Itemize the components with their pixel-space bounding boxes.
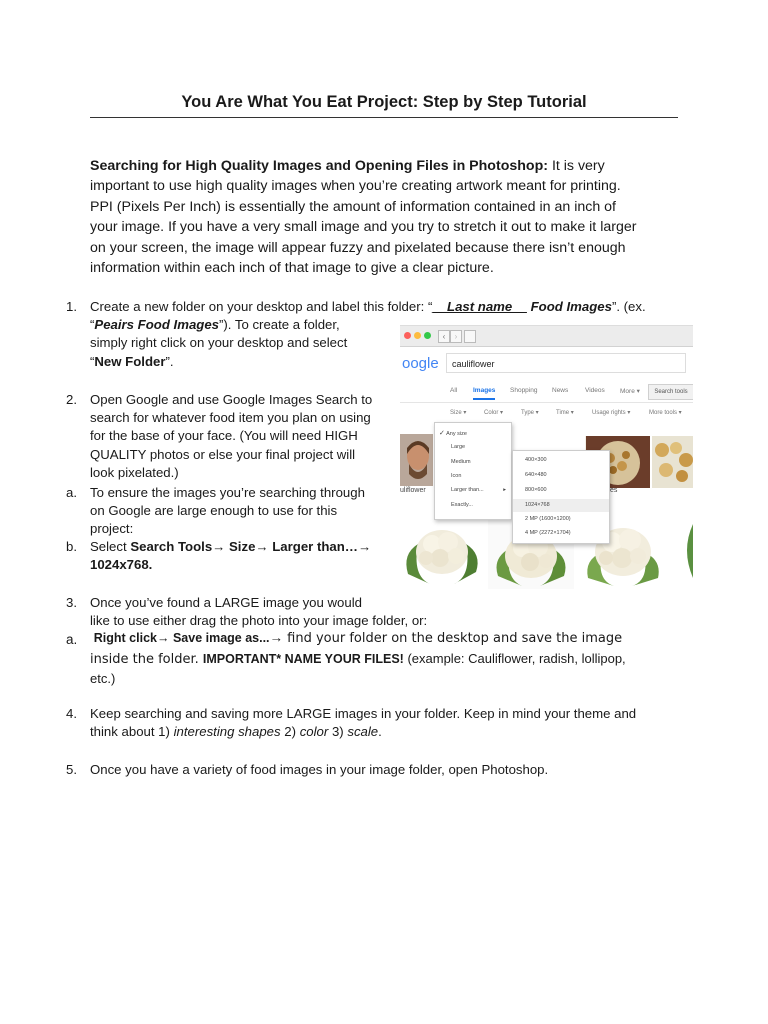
step-letter: a. (66, 485, 77, 500)
submenu-item: 640×480 (525, 472, 547, 478)
intro-paragraph (90, 156, 680, 278)
zoom-dot-icon (424, 332, 431, 339)
step-1-text: ”). To create a folder, (219, 317, 340, 333)
step-2a-text: on Google are large enough to use for this (90, 503, 338, 519)
sidebar-icon (464, 330, 476, 343)
face-photo-icon (400, 434, 433, 486)
step-1-text: ”. (165, 353, 174, 369)
result-label: es (610, 487, 618, 494)
submenu-item: 2 MP (1600×1200) (525, 516, 571, 522)
size-value: 1024x768. (90, 557, 153, 573)
size-dropdown-menu (434, 422, 512, 520)
step-5 (90, 761, 700, 779)
step-2-text: for the base of your face. (You will need HIGH (90, 428, 358, 444)
intro-line: important to use high quality images when you’re creating artwork meant for printing. (90, 178, 621, 195)
step-2a-text: project: (90, 521, 134, 537)
step-2-text: Open Google and use Google Images Search to (90, 392, 373, 407)
intro-heading: Searching for High Quality Images and Opening Files in Photoshop: (90, 158, 548, 174)
image-thumbnail (652, 436, 693, 488)
step-5-text: Once you have a variety of food images in your image folder, open Photoshop. (90, 762, 549, 777)
menu-item-medium: Medium (451, 459, 471, 465)
step-3a-text: inside the folder. (90, 651, 203, 667)
search-tools-path: Search Tools→ Size→ Larger than…→ (130, 539, 372, 554)
step-4-emphasis: color (299, 724, 329, 740)
filter-more-tools: More tools ▾ (649, 410, 682, 416)
menu-item-larger-than (435, 487, 511, 493)
filter-bar (400, 406, 693, 422)
intro-line: your image. If you have a very small image and you try to stretch it out to make it larger (90, 219, 637, 236)
leaf-photo-icon (681, 514, 693, 589)
step-number: 1. (66, 299, 77, 314)
tab-videos: Videos (585, 387, 605, 394)
step-2-text: look pixelated.) (90, 464, 179, 480)
last-name-placeholder: __Last name__ (432, 299, 527, 314)
step-3a-text: (example: Cauliflower, radish, lollipop, (403, 650, 626, 666)
google-search-bar (400, 347, 693, 379)
tab-more: More ▾ (620, 388, 640, 395)
submenu-item: 4 MP (2272×1704) (525, 530, 571, 536)
step-number: 3. (66, 595, 77, 610)
step-3 (90, 594, 690, 630)
step-4-text: 3) (328, 724, 348, 740)
step-2b (90, 538, 400, 574)
back-arrow-icon: ‹ (438, 330, 450, 343)
save-image-path: Right click→ Save image as... (93, 631, 270, 645)
filter-time: Time ▾ (556, 410, 574, 416)
tab-news: News (552, 387, 569, 394)
step-3-text: like to use either drag the photo into your image folder, or: (90, 613, 428, 629)
image-thumbnail (400, 514, 484, 589)
step-letter: b. (66, 539, 77, 554)
menu-label: Any size (446, 431, 467, 437)
step-letter: a. (66, 632, 78, 647)
submenu-item: 400×300 (525, 457, 547, 463)
step-3a (90, 628, 690, 689)
filter-color: Color ▾ (484, 410, 504, 416)
check-icon: ✓ (439, 430, 445, 437)
submenu-arrow-icon: ▸ (503, 487, 506, 493)
step-2-text: QUALITY photos or else your final project will (90, 446, 356, 462)
menu-item-any-size (435, 429, 511, 437)
search-input: cauliflower (446, 353, 686, 373)
image-thumbnail (400, 434, 433, 486)
step-4 (90, 705, 700, 741)
minimize-dot-icon (414, 332, 421, 339)
step-4-emphasis: interesting shapes (173, 724, 281, 740)
menu-item-large: Large (451, 444, 466, 450)
image-thumbnail (681, 514, 693, 589)
menu-label: Larger than... (451, 487, 484, 493)
intro-line: on your screen, the image will appear fuzzy and pixelated because there isn’t enough (90, 239, 626, 256)
close-dot-icon (404, 332, 411, 339)
step-2a-text: To ensure the images you’re searching through (90, 485, 365, 500)
filter-usage-rights: Usage rights ▾ (592, 410, 631, 416)
step-number: 4. (66, 706, 77, 721)
search-tools-button: Search tools (648, 384, 693, 400)
title-divider (90, 117, 678, 118)
tab-shopping: Shopping (510, 387, 538, 394)
filter-size: Size ▾ (450, 410, 467, 416)
step-1-text: “ (90, 317, 95, 333)
forward-arrow-icon: › (450, 330, 462, 343)
new-folder-label: New Folder (94, 353, 166, 369)
step-1-text: “ (90, 353, 95, 369)
arrow: → (269, 630, 284, 645)
google-images-screenshot (400, 325, 693, 589)
step-4-emphasis: scale (347, 724, 379, 740)
step-4-text: think about 1) (90, 724, 174, 740)
step-1-text: simply right click on your desktop and select (90, 335, 348, 351)
step-3a-text: etc.) (90, 671, 116, 686)
tab-images: Images (473, 387, 495, 400)
search-tabs (400, 380, 693, 403)
step-2 (90, 391, 400, 482)
example-folder-name: Peairs Food Images (94, 317, 219, 333)
step-number: 2. (66, 392, 77, 407)
tab-all: All (450, 387, 458, 394)
result-label: uliflower (400, 487, 426, 494)
step-4-text: 2) (280, 724, 300, 740)
step-1-text: Create a new folder on your desktop and label this folder: “ (90, 299, 433, 314)
menu-item-icon: Icon (451, 473, 462, 479)
step-4-text: Keep searching and saving more LARGE images in your folder. Keep in mind your theme and (90, 706, 637, 721)
intro-line: It is very (551, 158, 605, 174)
filter-type: Type ▾ (521, 410, 539, 416)
cauliflower-photo-icon (400, 514, 484, 589)
step-2b-text: Select (90, 539, 131, 554)
intro-line: information within each inch of that image to give a clear picture. (90, 260, 494, 277)
step-2a (90, 484, 400, 539)
step-1-text: ”. (ex. (611, 299, 646, 314)
submenu-item: 800×600 (525, 487, 547, 493)
cauliflower-dish-photo-icon (652, 436, 693, 488)
larger-than-submenu (512, 450, 610, 544)
step-2-text: search for whatever food item you plan on using (90, 410, 371, 426)
page-title: You Are What You Eat Project: Step by Step Tutorial (181, 93, 587, 111)
folder-name: Food Images (530, 299, 612, 314)
submenu-item-selected: 1024×768 (513, 499, 609, 512)
google-logo: oogle (402, 355, 439, 372)
step-3-text: Once you’ve found a LARGE image you would (90, 595, 362, 610)
step-4-text: . (378, 724, 382, 740)
step-number: 5. (66, 762, 77, 777)
step-3a-text: find your folder on the desktop and save the image (283, 631, 623, 646)
menu-item-exactly: Exactly... (451, 502, 473, 508)
important-note: IMPORTANT* NAME YOUR FILES! (202, 651, 404, 666)
browser-toolbar (400, 326, 693, 347)
intro-line: PPI (Pixels Per Inch) is essentially the amount of information contained in an inch of (90, 198, 616, 215)
